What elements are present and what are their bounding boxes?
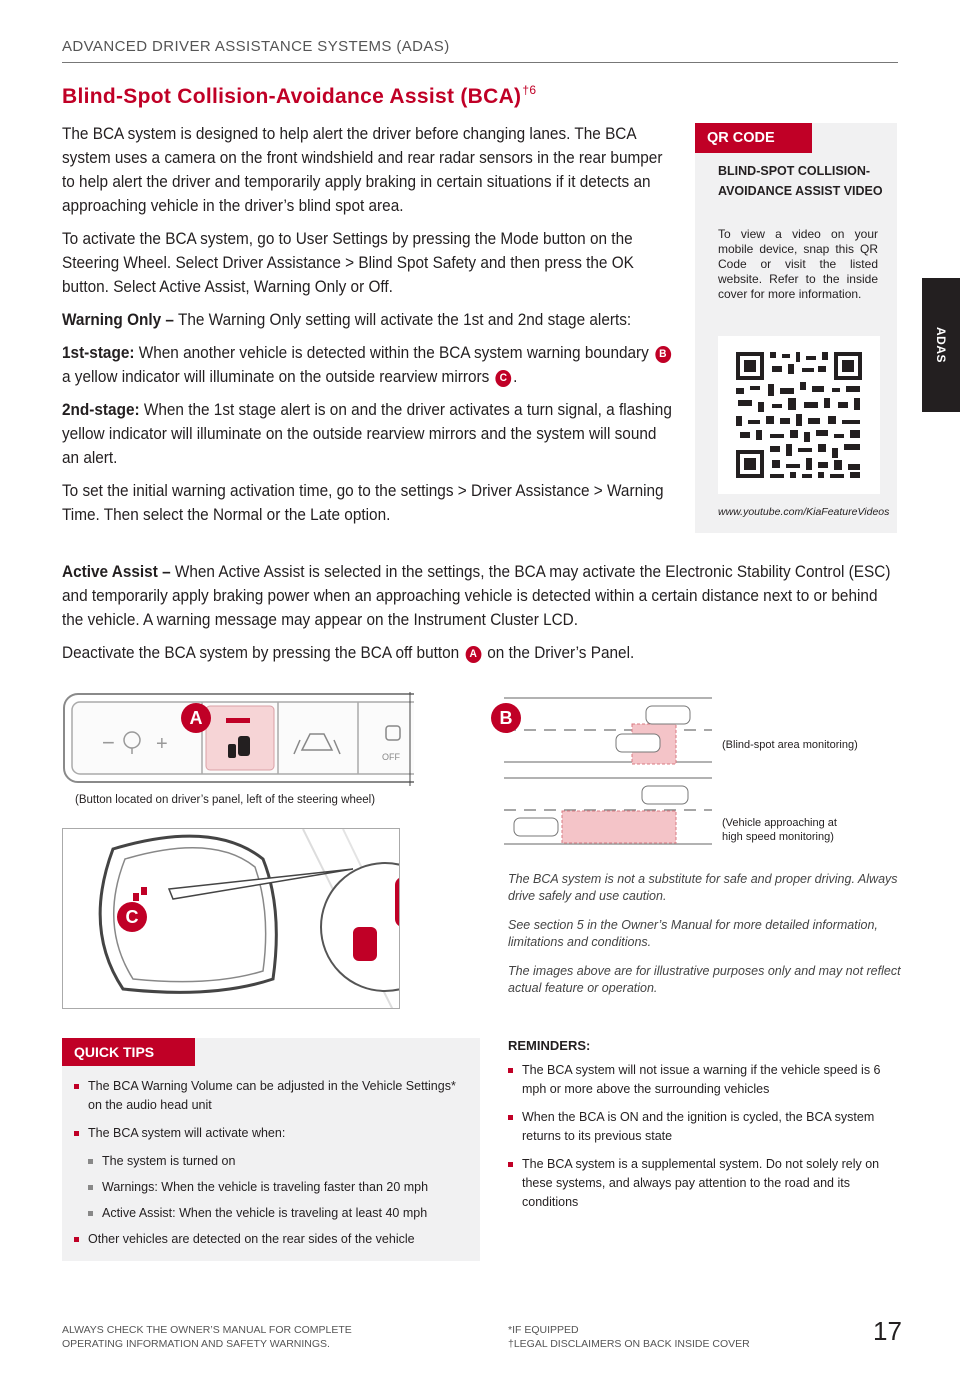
paragraph-warning-only (62, 308, 676, 332)
driver-panel-illustration (62, 690, 414, 786)
stage-2-label: 2nd-stage: (62, 401, 140, 419)
deactivate-text-b: on the Driver’s Panel. (482, 644, 635, 662)
driver-panel-figure (62, 690, 414, 786)
deactivate-text-a: Deactivate the BCA system by pressing the BCA off button (62, 644, 464, 662)
qr-code-graphic (718, 336, 880, 494)
footer-left-line-1: ALWAYS CHECK THE OWNER’S MANUAL FOR COMPLETE (62, 1324, 352, 1336)
qr-video-title: BLIND-SPOT COLLISION-AVOIDANCE ASSIST VIDEO (718, 164, 883, 198)
note-manual: See section 5 in the Owner’s Manual for more detailed information, limitations and conditions. (508, 918, 878, 949)
paragraph-stage-1 (62, 341, 676, 389)
stage-1-label: 1st-stage: (62, 344, 135, 362)
side-tab-label: ADAS (934, 326, 948, 364)
callout-c: C (117, 902, 147, 932)
reminders-list (508, 1061, 903, 1221)
paragraph-deactivate (62, 641, 894, 665)
footer-middle (508, 1323, 750, 1351)
quick-tips-list (74, 1077, 472, 1258)
stage-2-text: When the 1st stage alert is on and the driver activates a turn signal, a flashing yellow indicator will illuminate on the outside rearview mirrors and the system will sound an alert. (62, 401, 672, 467)
page-title (62, 85, 536, 109)
active-assist-text (62, 560, 894, 674)
paragraph-stage-2 (62, 398, 676, 470)
qr-description: To view a video on your mobile device, snap this QR Code or visit the listed website. Refer to the inside cover for more information. (718, 227, 878, 301)
quick-tips-tab: QUICK TIPS (62, 1038, 195, 1066)
active-assist-body: When Active Assist is selected in the settings, the BCA may activate the Electronic Stability Control (ESC) and temporarily apply braking power when an approaching vehicle is detected within a certain distance next to or behind the vehicle. A warning message may appear on the Instrument Cluster LCD. (62, 563, 891, 629)
lane-diagram (504, 696, 712, 846)
stage-1-text-b: a yellow indicator will illuminate on the outside rearview mirrors (62, 368, 494, 386)
mirror-illustration (62, 828, 400, 1009)
paragraph-overview: The BCA system is designed to help alert the driver before changing lanes. The BCA system uses a camera on the front windshield and rear radar sensors in the rear bumper to help alert the driver and temporarily apply braking in certain situations if it detects an approaching vehicle in the driver’s blind spot area. (62, 125, 663, 215)
tip-activate-when: The BCA system will activate when: (74, 1124, 472, 1143)
title-text: Blind-Spot Collision-Avoidance Assist (BCA) (62, 85, 522, 108)
lane-caption-approaching-a: (Vehicle approaching at (722, 817, 837, 829)
header-divider (62, 62, 898, 63)
page-number: 17 (873, 1316, 902, 1346)
svg-text:−: − (102, 730, 115, 755)
warning-only-text: The Warning Only setting will activate the 1st and 2nd stage alerts: (173, 311, 632, 329)
qr-code-tab: QR CODE (695, 123, 812, 153)
tip-other-vehicles: Other vehicles are detected on the rear sides of the vehicle (74, 1230, 472, 1249)
reminder-speed: The BCA system will not issue a warning if the vehicle speed is 6 mph or more above the surrounding vehicles (508, 1061, 903, 1099)
qr-url[interactable]: www.youtube.com/KiaFeatureVideos (718, 506, 890, 518)
footer-left (62, 1323, 352, 1351)
side-tab (922, 278, 960, 412)
qr-code-image[interactable] (718, 336, 880, 494)
footer-mid-line-1: *IF EQUIPPED (508, 1324, 579, 1336)
lane-caption-approaching-b: high speed monitoring) (722, 831, 834, 843)
tip-sub-warnings: Warnings: When the vehicle is traveling faster than 20 mph (74, 1178, 472, 1197)
reminders-title: REMINDERS: (508, 1038, 591, 1053)
warning-only-label: Warning Only – (62, 311, 174, 329)
footer-left-line-2: OPERATING INFORMATION AND SAFETY WARNINGS. (62, 1338, 330, 1350)
lane-diagram-illustration (504, 696, 712, 846)
paragraph-active-assist (62, 560, 894, 632)
reminder-supplemental: The BCA system is a supplemental system. Do not solely rely on these systems, and always pay attention to the road and its conditions (508, 1155, 903, 1212)
panel-caption: (Button located on driver’s panel, left of the steering wheel) (75, 794, 376, 806)
badge-c: C (495, 370, 511, 387)
reminder-ignition: When the BCA is ON and the ignition is cycled, the BCA system returns to its previous state (508, 1108, 903, 1146)
paragraph-activate: To activate the BCA system, go to User Settings by pressing the Mode button on the Steering Wheel. Select Driver Assistance > Blind Spot Safety and then press the OK button. Select Active Assist, Warning Only or Off. (62, 230, 634, 296)
tip-sub-active-assist: Active Assist: When the vehicle is traveling at least 40 mph (74, 1204, 472, 1223)
off-label: OFF (382, 752, 400, 762)
mirror-graphic (63, 829, 400, 1009)
stage-1-text-c: . (513, 368, 518, 386)
svg-text:+: + (156, 733, 168, 755)
intro-text (62, 122, 676, 536)
tip-sub-turned-on: The system is turned on (74, 1152, 472, 1171)
title-superscript: †6 (522, 83, 537, 97)
badge-b: B (655, 346, 671, 363)
badge-a: A (465, 646, 481, 663)
footer-mid-line-2: †LEGAL DISCLAIMERS ON BACK INSIDE COVER (508, 1338, 750, 1350)
callout-b: B (491, 703, 521, 733)
lane-caption-blind-spot: (Blind-spot area monitoring) (722, 739, 858, 751)
tip-volume: The BCA Warning Volume can be adjusted in the Vehicle Settings* on the audio head unit (74, 1077, 472, 1115)
disclaimer-notes (508, 871, 903, 1009)
paragraph-warning-time: To set the initial warning activation time, go to the settings > Driver Assistance > Warning Time. Then select the Normal or the Late option. (62, 482, 664, 524)
note-safety: The BCA system is not a substitute for safe and proper driving. Always drive safely and use caution. (508, 872, 898, 903)
stage-1-text-a: When another vehicle is detected within the BCA system warning boundary (134, 344, 654, 362)
section-header: ADVANCED DRIVER ASSISTANCE SYSTEMS (ADAS) (62, 38, 450, 55)
active-assist-label: Active Assist – (62, 563, 171, 581)
callout-a: A (181, 703, 211, 733)
note-illustrative: The images above are for illustrative purposes only and may not reflect actual feature or operation. (508, 964, 901, 995)
